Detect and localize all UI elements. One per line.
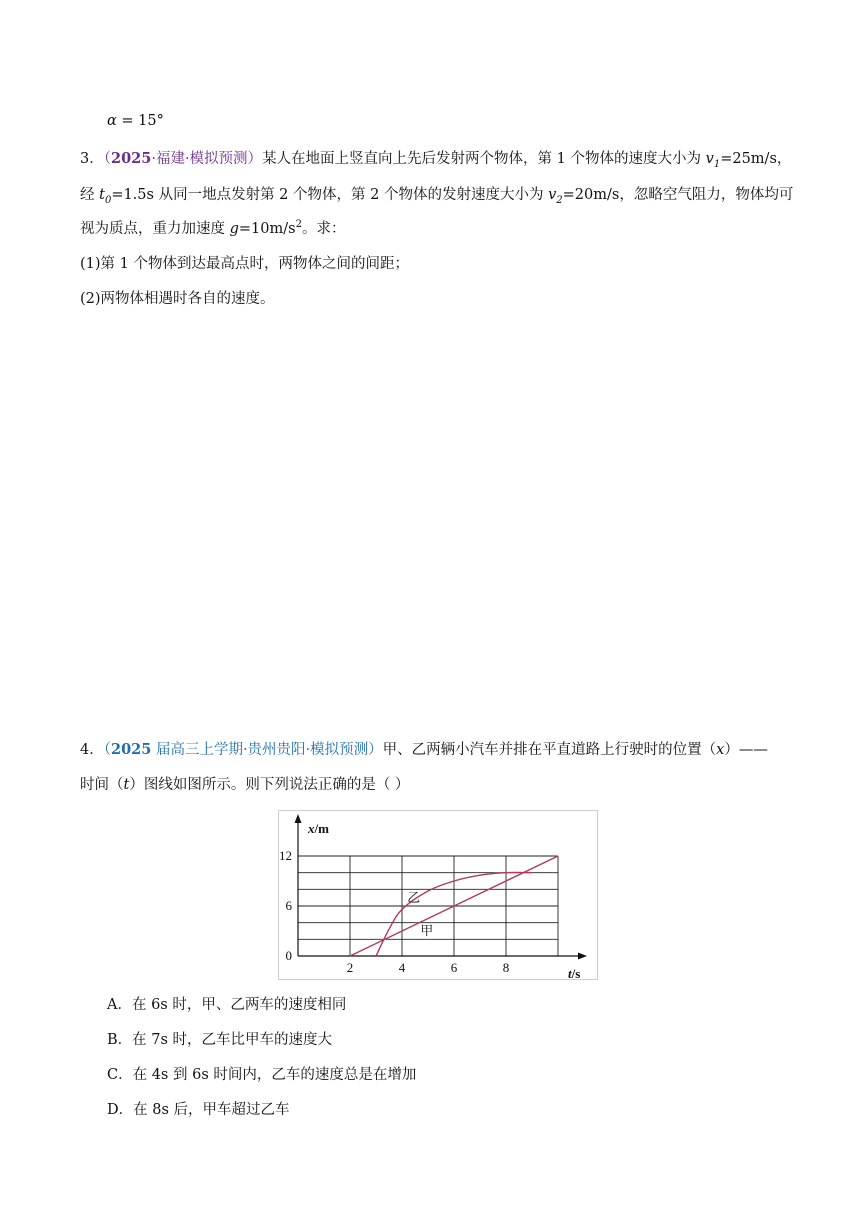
y-axis-unit: /m xyxy=(314,821,329,836)
x-axis-unit: /s xyxy=(571,966,581,980)
x-tick-label: 6 xyxy=(450,960,458,975)
y-tick-label: 0 xyxy=(285,948,292,963)
position-time-chart xyxy=(278,810,598,980)
q3-subquestion-2: (2)两物体相遇时各自的速度。 xyxy=(80,291,275,307)
q3-subquestion-1: (1)第 1 个物体到达最高点时，两物体之间的间距； xyxy=(80,256,409,272)
x-tick-label: 8 xyxy=(502,960,510,975)
q3-source-open: （ xyxy=(103,151,111,167)
chart-axes xyxy=(295,814,588,960)
q3-v1-sub: 1 xyxy=(713,158,721,170)
x-axis-arrow xyxy=(578,953,587,960)
q3-g: g xyxy=(229,221,239,237)
q3-line-3 xyxy=(80,217,345,238)
q4-text-2a: 时间（ xyxy=(80,777,124,793)
q3-text-2b: =1.5s 从同一地点发射第 2 个物体，第 2 个物体的发射速度大小为 xyxy=(111,187,549,203)
option-c[interactable]: C．在 4s 到 6s 时间内，乙车的速度总是在增加 xyxy=(107,1067,417,1083)
x-tick-label: 2 xyxy=(346,960,354,975)
y-tick-label: 12 xyxy=(279,848,292,863)
option-b[interactable]: B．在 7s 时，乙车比甲车的速度大 xyxy=(107,1032,333,1048)
q3-text-3b: =10m/s xyxy=(238,221,296,237)
y-axis-var: x xyxy=(308,821,315,836)
q3-text-2a: 经 xyxy=(80,187,100,203)
q3-text-1b: =25m/s， xyxy=(720,151,792,167)
q4-text-1a: 甲、乙两辆小汽车并排在平直道路上行驶时的位置（ xyxy=(382,742,717,758)
q3-line-1 xyxy=(80,147,791,170)
q3-t0: t xyxy=(99,187,105,203)
q4-source-rest: 届高三上学期·贵州贵阳·模拟预测） xyxy=(151,742,383,758)
q4-t: t xyxy=(123,777,130,793)
q3-source-rest: ·福建·模拟预测） xyxy=(151,151,263,167)
q3-text-3a: 视为质点，重力加速度 xyxy=(80,221,230,237)
q4-text-2b: ）图线如图所示。则下列说法正确的是（ ） xyxy=(129,777,410,793)
q3-number: 3． xyxy=(80,151,104,167)
q4-source-year: 2025 xyxy=(110,741,152,758)
series-annotation: 乙 xyxy=(407,889,421,905)
q3-t0-sub: 0 xyxy=(104,194,112,206)
previous-answer-line xyxy=(107,113,164,129)
q4-line-1 xyxy=(80,738,768,759)
y-tick-label: 6 xyxy=(285,898,292,913)
q3-v2-sub: 2 xyxy=(556,194,563,206)
q3-text-3c: 。求： xyxy=(301,221,346,237)
y-axis-arrow xyxy=(295,814,302,823)
q3-sup: 2 xyxy=(295,219,302,231)
q4-source-open: （ xyxy=(103,742,111,758)
x-axis-var: t xyxy=(568,966,572,980)
q4-number: 4． xyxy=(80,742,104,758)
q4-x: x xyxy=(716,742,725,758)
q3-v1: v xyxy=(705,151,714,167)
q3-source-year: 2025 xyxy=(110,150,152,167)
q4-line-2 xyxy=(80,773,409,794)
q3-text-2c: =20m/s，忽略空气阻力，物体均可 xyxy=(562,187,794,203)
series-annotation: 甲 xyxy=(420,923,434,939)
chart-grid xyxy=(298,856,558,956)
option-d[interactable]: D．在 8s 后，甲车超过乙车 xyxy=(107,1102,290,1118)
y-axis-label xyxy=(307,821,329,836)
q4-text-1b: ）—— xyxy=(724,742,768,758)
q3-v2: v xyxy=(548,187,557,203)
alpha-value: = 15° xyxy=(116,113,164,129)
chart-annotations xyxy=(407,890,433,938)
x-tick-label: 4 xyxy=(398,960,406,975)
x-axis-label xyxy=(568,966,580,980)
alpha-symbol: α xyxy=(107,113,117,129)
q3-text-1a: 某人在地面上竖直向上先后发射两个物体，第 1 个物体的速度大小为 xyxy=(262,151,706,167)
q3-line-2 xyxy=(80,183,793,206)
option-a[interactable]: A．在 6s 时，甲、乙两车的速度相同 xyxy=(107,997,347,1013)
